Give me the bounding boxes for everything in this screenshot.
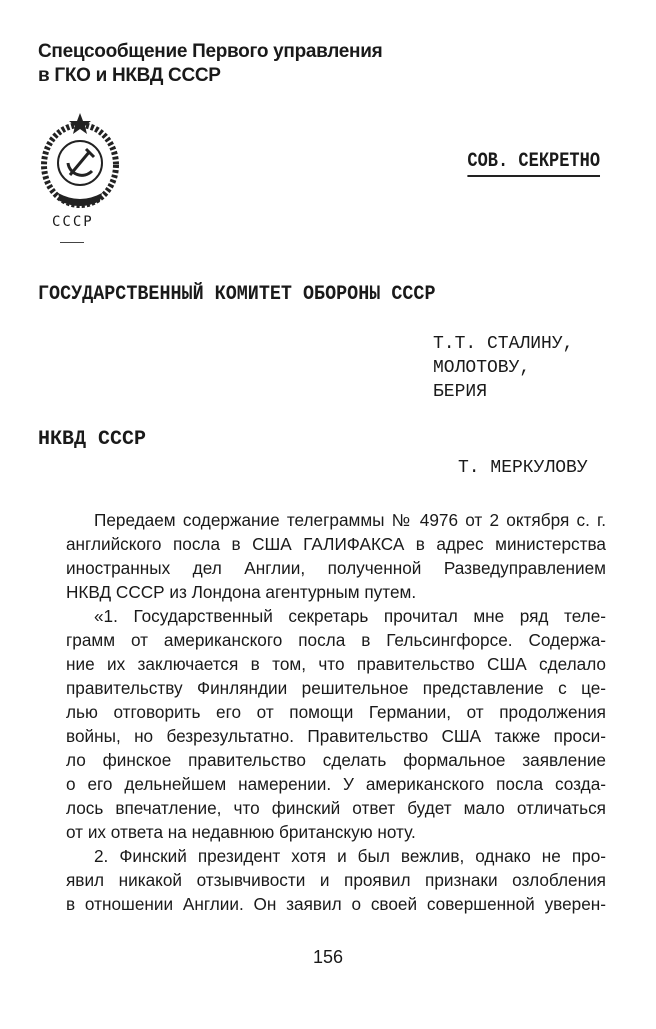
ussr-emblem-icon (40, 105, 120, 215)
text-line: иностранных дел Англии, полученной Разведуправлением (66, 558, 606, 578)
text-line: правительству Финляндии решительное представление с це- (66, 678, 606, 698)
title-line: Спецсообщение Первого управления (38, 41, 383, 62)
text-line: в отношении Англии. Он заявил о своей совершенной уверен- (66, 894, 606, 914)
body-text (66, 508, 606, 916)
classification-stamp: СОВ. СЕКРЕТНО (467, 150, 600, 177)
divider (60, 242, 84, 243)
addressee: Т.Т. СТАЛИНУ, (433, 334, 574, 354)
text-line: «1. Государственный секретарь прочитал мне ряд теле- (94, 606, 606, 626)
text-line: НКВД СССР из Лондона агентурным путем. (66, 582, 417, 602)
addressee: МОЛОТОВУ, (433, 358, 531, 378)
text-line: английского посла в США ГАЛИФАКСА в адрес министерства (66, 534, 606, 554)
text-line: от их ответа на недавнюю британскую ноту. (66, 822, 416, 842)
document-title (38, 40, 382, 88)
committee-heading: ГОСУДАРСТВЕННЫЙ КОМИТЕТ ОБОРОНЫ СССР (38, 283, 436, 306)
text-line: грамм от американского посла в Гельсингфорсе. Содержа- (66, 630, 606, 650)
page-number: 156 (312, 947, 344, 967)
addressee-merkulov: Т. МЕРКУЛОВУ (458, 458, 588, 478)
text-line: 2. Финский президент хотя и был вежлив, однако не про- (94, 846, 606, 866)
title-line: в ГКО и НКВД СССР (38, 65, 221, 86)
text-line: ло финское правительство сделать формальное заявление (66, 750, 606, 770)
emblem-caption: СССР (52, 214, 94, 230)
text-line: войны, но безрезультатно. Правительство США также проси- (66, 726, 606, 746)
text-line: ние их заключается в том, что правительство США сделало (66, 654, 606, 674)
text-line: явил никакой отзывчивости и проявил признаки озлобления (66, 870, 606, 890)
nkvd-heading: НКВД СССР (38, 428, 147, 451)
text-line: лью отговорить его от помощи Германии, от продолжения (66, 702, 606, 722)
addressee-list (433, 332, 573, 404)
addressee: БЕРИЯ (433, 382, 488, 402)
text-line: о его дельнейшем намерении. У американского посла созда- (66, 774, 606, 794)
text-line: лось впечатление, что финский ответ будет мало отличаться (66, 798, 606, 818)
text-line: Передаем содержание телеграммы № 4976 от 2 октября с. г. (94, 510, 606, 530)
